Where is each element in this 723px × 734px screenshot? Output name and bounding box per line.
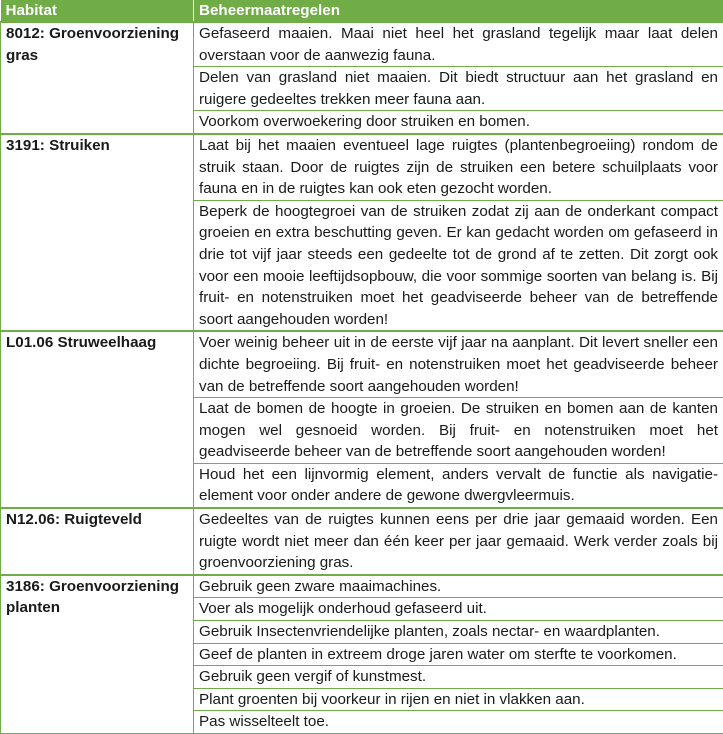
measure-cell: Pas wisselteelt toe. xyxy=(194,711,723,734)
measure-cell: Delen van grasland niet maaien. Dit biedt structuur aan het grasland en ruigere gedeeltes trekken meer fauna aan. xyxy=(194,67,723,111)
measure-cell: Gebruik Insectenvriendelijke planten, zoals nectar- en waardplanten. xyxy=(194,621,723,644)
habitat-cell: 3191: Struiken xyxy=(1,134,194,331)
table-row xyxy=(1,508,723,575)
measure-cell: Laat bij het maaien eventueel lage ruigtes (plantenbegroeiing) rondom de struik staan. Door de ruigtes zijn de struiken een betere schuilplaats voor fauna en in de ruigtes kan ook eten gezocht worden. xyxy=(194,134,723,200)
habitat-cell: 3186: Groenvoorziening planten xyxy=(1,575,194,734)
header-measures: Beheermaatregelen xyxy=(194,0,723,22)
measure-cell: Voorkom overwoekering door struiken en bomen. xyxy=(194,111,723,134)
measure-cell: Gedeeltes van de ruigtes kunnen eens per drie jaar gemaaid worden. Een ruigte wordt niet meer dan één keer per jaar gemaaid. Werk verder zoals bij groenvoorziening gras. xyxy=(194,508,723,575)
measure-cell: Voer als mogelijk onderhoud gefaseerd uit. xyxy=(194,598,723,621)
measure-cell: Plant groenten bij voorkeur in rijen en niet in vlakken aan. xyxy=(194,688,723,711)
table-row xyxy=(1,575,723,598)
header-row xyxy=(1,0,723,22)
measure-cell: Laat de bomen de hoogte in groeien. De struiken en bomen aan de kanten mogen wel gesnoeid worden. Bij fruit- en notenstruiken moet het geadviseerde beheer van de betreffende soort aangehouden worden! xyxy=(194,398,723,464)
table-row xyxy=(1,22,723,67)
measure-cell: Beperk de hoogtegroei van de struiken zodat zij aan de onderkant compact groeien en extra beschutting geven. Er kan gedacht worden om gefaseerd in drie tot vijf jaar steeds een gedeelte tot de grond af te zetten. Dit zorgt ook voor een mooie leeftijdsopbouw, die voor sommige soorten van belang is. Bij fruit- en notenstruiken moet het geadviseerde beheer van de betreffende soort aangehouden worden! xyxy=(194,200,723,331)
measure-cell: Houd het een lijnvormig element, anders vervalt de functie als navigatie-element voor onder andere de gewone dwergvleermuis. xyxy=(194,463,723,508)
measure-cell: Gebruik geen zware maaimachines. xyxy=(194,575,723,598)
table-body xyxy=(1,22,723,734)
habitat-cell: N12.06: Ruigteveld xyxy=(1,508,194,575)
habitat-cell: 8012: Groenvoorziening gras xyxy=(1,22,194,134)
header-habitat: Habitat xyxy=(1,0,194,22)
measure-cell: Geef de planten in extreem droge jaren water om sterfte te voorkomen. xyxy=(194,643,723,666)
table-row xyxy=(1,134,723,200)
habitat-cell: L01.06 Struweelhaag xyxy=(1,331,194,508)
measure-cell: Gefaseerd maaien. Maai niet heel het grasland tegelijk maar laat delen overstaan voor de aanwezig fauna. xyxy=(194,22,723,67)
measure-cell: Voer weinig beheer uit in de eerste vijf jaar na aanplant. Dit levert sneller een dichte begroeiing. Bij fruit- en notenstruiken moet het geadviseerde beheer van de betreffende soort aangehouden worden! xyxy=(194,331,723,397)
measure-cell: Gebruik geen vergif of kunstmest. xyxy=(194,666,723,689)
table-row xyxy=(1,331,723,397)
